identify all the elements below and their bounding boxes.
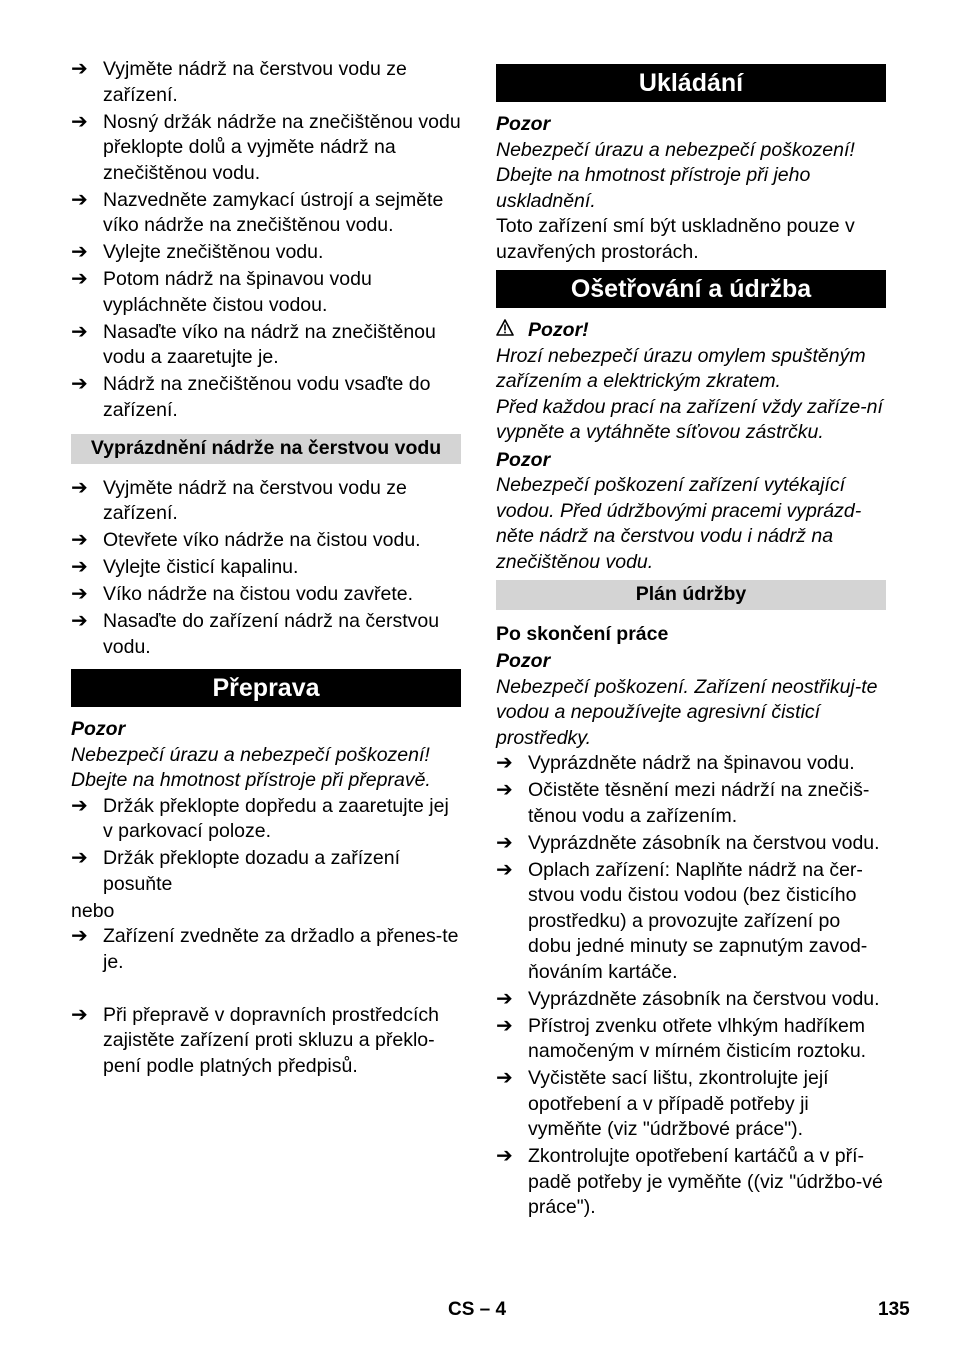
list-item (496, 831, 886, 857)
storage-text: Toto zařízení smí být uskladněno pouze v uzavřených prostorách. (496, 215, 855, 263)
storage-caution (496, 112, 886, 265)
care-warning (496, 318, 886, 575)
list-item (71, 267, 461, 318)
warning-triangle-icon (496, 318, 528, 344)
arrow-right-icon: ➔ (496, 1145, 513, 1167)
arrow-right-icon: ➔ (71, 268, 88, 290)
list-item-text: Oplach zařízení: Naplňte nádrž na čer-stvou vodu čistou vodou (bez čisticího prostředku) a provozujte zařízení po dobu jedné minuty se zapnutým zavod-ňováním kartáče. (528, 858, 868, 983)
section-heading-storage: Ukládání (496, 64, 886, 102)
list-item (71, 555, 461, 581)
or-word: nebo (71, 899, 115, 922)
caution-label: Pozor (496, 448, 551, 471)
list-item (496, 1014, 886, 1065)
transport-caution (71, 717, 461, 794)
list-item-text: Držák překlopte dozadu a zařízení posuňte (103, 847, 400, 895)
arrow-right-icon: ➔ (71, 110, 88, 133)
arrow-right-icon: ➔ (71, 188, 88, 211)
list-item (496, 751, 886, 777)
list-item (71, 57, 461, 108)
arrow-right-icon: ➔ (71, 847, 88, 869)
arrow-right-icon: ➔ (71, 925, 88, 947)
list-item (71, 476, 461, 527)
arrow-right-icon: ➔ (71, 794, 88, 817)
list-item-text: Vyprázdněte zásobník na čerstvou vodu. (528, 831, 880, 854)
arrow-right-icon: ➔ (496, 987, 513, 1010)
caution-text: Nebezpečí poškození. Zařízení neostřikuj-te vodou a nepoužívejte agresivní čisticí prostředky. (496, 675, 878, 749)
list-item (71, 609, 461, 660)
arrow-right-icon: ➔ (71, 583, 88, 605)
arrow-right-icon: ➔ (496, 1067, 513, 1089)
caution-text: Nebezpečí úrazu a nebezpečí poškození! Dbejte na hmotnost přístroje při jeho uskladnění. (496, 138, 855, 212)
list-item (71, 924, 461, 975)
section-heading-maintenance-plan: Plán údržby (496, 580, 886, 610)
arrow-right-icon: ➔ (71, 241, 88, 263)
transport-steps (71, 794, 461, 898)
warning-text-1: Hrozí nebezpečí úrazu omylem spuštěným zařízením a elektrickým zkratem. (496, 344, 866, 392)
caution-line-1: Nebezpečí úrazu a nebezpečí poškození! (71, 743, 430, 766)
arrow-right-icon: ➔ (71, 556, 88, 578)
list-item-text: Nádrž na znečištěnou vodu vsaďte do zařízení. (103, 373, 431, 421)
list-item-text: Vyprázdněte zásobník na čerstvou vodu. (528, 987, 880, 1010)
arrow-right-icon: ➔ (71, 1003, 88, 1026)
list-item (71, 188, 461, 239)
list-item (71, 846, 461, 897)
warning-label: Pozor! (528, 319, 589, 341)
arrow-right-icon: ➔ (496, 858, 513, 881)
list-item (496, 858, 886, 986)
list-item (71, 528, 461, 554)
section-heading-transport: Přeprava (71, 669, 461, 707)
arrow-right-icon: ➔ (496, 752, 513, 774)
list-item (496, 778, 886, 829)
empty-fresh-tank-steps (71, 476, 461, 661)
list-item-text: Držák překlopte dopředu a zaaretujte jej v parkovací poloze. (103, 794, 449, 842)
transport-vehicle-steps (71, 1003, 461, 1080)
list-item (496, 1144, 886, 1221)
list-item (71, 110, 461, 187)
arrow-right-icon: ➔ (496, 831, 513, 854)
arrow-right-icon: ➔ (71, 58, 88, 80)
list-item (71, 240, 461, 266)
list-item-text: Vylejte znečištěnou vodu. (103, 241, 324, 263)
arrow-right-icon: ➔ (71, 529, 88, 551)
caution-label: Pozor (496, 113, 551, 135)
caution-label: Pozor (71, 718, 126, 740)
arrow-right-icon: ➔ (496, 1014, 513, 1037)
left-column (71, 57, 461, 1081)
arrow-right-icon: ➔ (71, 320, 88, 343)
list-item-text: Nosný držák nádrže na znečištěnou vodu překlopte dolů a vyjměte nádrž na znečištěnou vodu. (103, 110, 461, 184)
caution-line-2: Dbejte na hmotnost přístroje při přepravě. (71, 769, 431, 791)
list-item-text: Vylejte čisticí kapalinu. (103, 556, 299, 578)
list-item-text: Nasaďte víko na nádrž na znečištěnou vodu a zaaretujte je. (103, 320, 436, 368)
list-item (71, 372, 461, 423)
caution-text: Nebezpečí poškození zařízení vytékající vodou. Před údržbovými pracemi vyprázd-něte nádrž na čerstvou vodu i nádrž na znečištěnou vodu. (496, 474, 862, 573)
list-item-text: Potom nádrž na špinavou vodu vypláchněte čistou vodou. (103, 268, 372, 316)
list-item (71, 320, 461, 371)
list-item-text: Vyčistěte sací lištu, zkontrolujte její opotřebení a v případě potřeby ji vyměňte (viz "údržbové práce"). (528, 1067, 829, 1140)
arrow-right-icon: ➔ (496, 779, 513, 801)
list-item (71, 582, 461, 608)
list-item (71, 794, 461, 845)
after-work-steps (496, 751, 886, 1221)
list-item-text: Vyjměte nádrž na čerstvou vodu ze zařízení. (103, 476, 407, 524)
list-item-text: Při přepravě v dopravních prostředcích zajistěte zařízení proti skluzu a překlo-pení podle platných předpisů. (103, 1003, 439, 1077)
list-item-text: Přístroj zvenku otřete vlhkým hadříkem namočeným v mírném čisticím roztoku. (528, 1014, 867, 1062)
section-heading-empty-fresh-water: Vyprázdnění nádrže na čerstvou vodu (71, 434, 461, 464)
list-item (71, 1003, 461, 1080)
list-item-text: Nazvedněte zamykací ústrojí a sejměte víko nádrže na znečištěnou vodu. (103, 188, 444, 236)
list-item-text: Zařízení zvedněte za držadlo a přenes-te je. (103, 925, 459, 973)
list-item-text: Víko nádrže na čistou vodu zavřete. (103, 583, 414, 605)
list-item-text: Vyjměte nádrž na čerstvou vodu ze zařízení. (103, 58, 407, 106)
list-item-text: Vyprázdněte nádrž na špinavou vodu. (528, 752, 855, 774)
warning-text-2: Před každou prací na zařízení vždy zaříze-ní vypněte a vytáhněte síťovou zástrčku. (496, 395, 883, 443)
list-item-text: Zkontrolujte opotřebení kartáčů a v pří-padě potřeby je vyměňte ((viz "údržbo-vé práce"). (528, 1145, 883, 1218)
arrow-right-icon: ➔ (71, 373, 88, 395)
arrow-right-icon: ➔ (71, 610, 88, 632)
footer-language-code: CS – 4 (448, 1299, 507, 1320)
list-item (496, 987, 886, 1013)
empty-waste-tank-steps (71, 57, 461, 423)
transport-lift-steps (71, 924, 461, 975)
after-work-heading: Po skončení práce (496, 622, 669, 645)
section-heading-care: Ošetřování a údržba (496, 270, 886, 308)
list-item-text: Nasaďte do zařízení nádrž na čerstvou vodu. (103, 610, 440, 658)
list-item (496, 1066, 886, 1143)
right-column (496, 57, 886, 1222)
list-item-text: Otevřete víko nádrže na čistou vodu. (103, 529, 421, 551)
arrow-right-icon: ➔ (71, 476, 88, 499)
list-item-text: Očistěte těsnění mezi nádrží na znečiš-těnou vodu a zařízením. (528, 779, 870, 827)
caution-label: Pozor (496, 650, 551, 672)
page-number: 135 (878, 1299, 910, 1320)
